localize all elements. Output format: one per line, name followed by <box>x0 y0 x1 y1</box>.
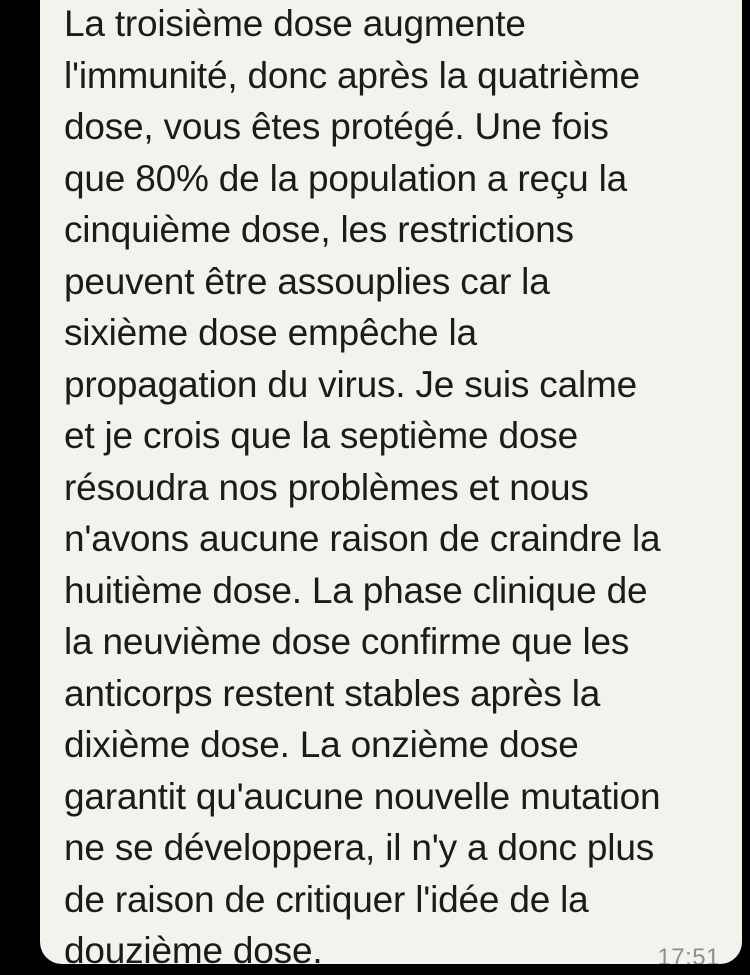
message-line: propagation du virus. Je suis calme <box>64 363 637 405</box>
message-bubble[interactable] <box>40 0 742 964</box>
message-line: cinquième dose, les restrictions <box>64 209 574 250</box>
message-line: de raison de critiquer l'idée de la <box>64 878 589 920</box>
message-line: ne se développera, il n'y a donc plus <box>64 827 655 868</box>
message-line: la neuvième dose confirme que les <box>64 621 630 662</box>
message-line: huitième dose. La phase clinique de <box>64 569 648 611</box>
message-line: que 80% de la population a reçu la <box>64 157 628 199</box>
message-line: résoudra nos problèmes et nous <box>64 466 589 508</box>
message-line: n'avons aucune raison de craindre la <box>64 518 661 559</box>
message-line: peuvent être assouplies car la <box>64 260 550 302</box>
message-line: dixième dose. La onzième dose <box>64 724 579 765</box>
message-line: l'immunité, donc après la quatrième <box>64 54 640 96</box>
message-text <box>64 0 736 964</box>
message-line: La troisième dose augmente <box>64 3 526 44</box>
message-timestamp: 17:51 <box>657 944 720 964</box>
message-line: et je crois que la septième dose <box>64 415 578 456</box>
message-line: sixième dose empêche la <box>64 312 477 353</box>
message-line: anticorps restent stables après la <box>64 672 601 714</box>
message-line: garantit qu'aucune nouvelle mutation <box>64 775 661 817</box>
message-line: douzième dose. <box>64 930 323 964</box>
message-line: dose, vous êtes protégé. Une fois <box>64 106 609 147</box>
